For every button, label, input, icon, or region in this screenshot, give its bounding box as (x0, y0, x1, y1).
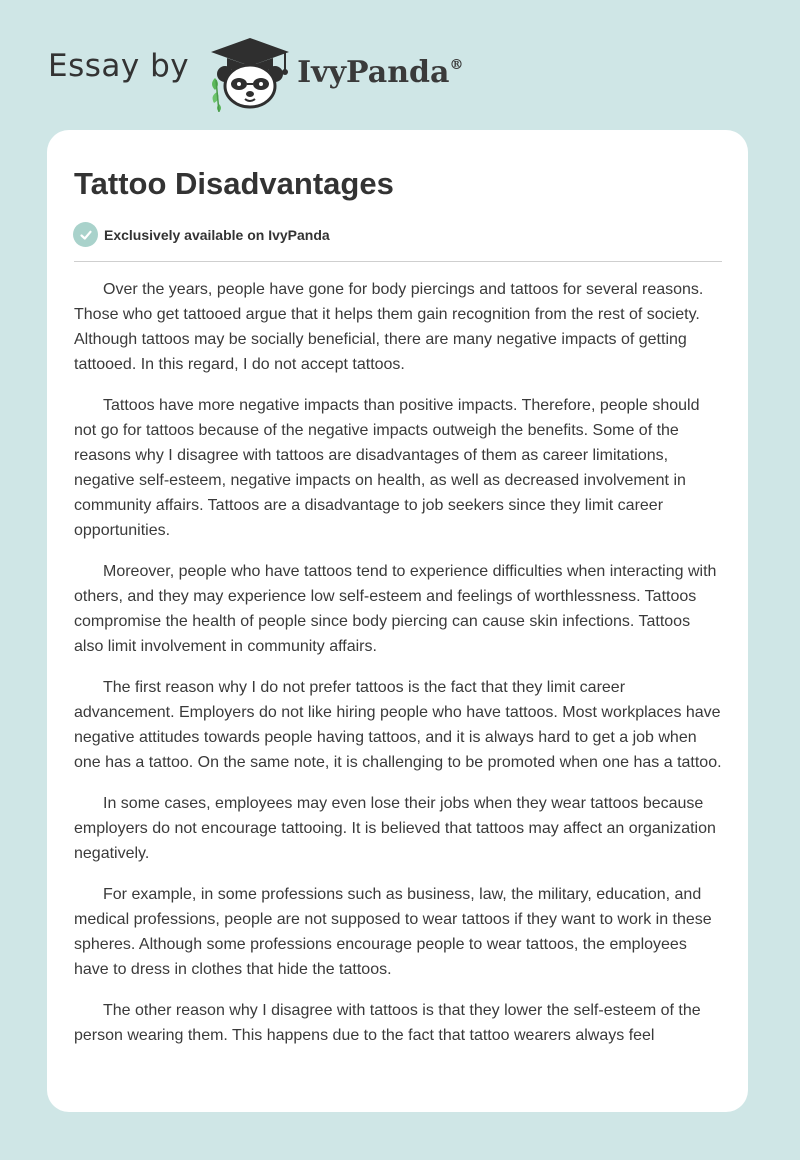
site-header (48, 34, 463, 114)
paragraph: Tattoos have more negative impacts than positive impacts. Therefore, people should not go for tattoos because of the negative impacts outweigh the benefits. Some of the reasons why I disagree with tattoos are disadvantages of them as career limitations, negative self-esteem, negative impacts on health, as well as decreased involvement in community affairs. Tattoos are a disadvantage to job seekers since they limit career opportunities. (74, 397, 700, 539)
ivypanda-logo[interactable] (205, 36, 295, 112)
paragraph: The first reason why I do not prefer tattoos is the fact that they limit career advancement. Employers do not like hiring people who have tattoos. Most workplaces have negative attitudes towards people having tattoos, and it is always hard to get a job when one has a tattoo. On the same note, it is challenging to be promoted when one has a tattoo. (74, 679, 722, 771)
essay-card (47, 130, 748, 1112)
essay-body (74, 277, 722, 1064)
divider (74, 261, 722, 262)
essay-by-label: Essay by (48, 48, 190, 84)
panda-mascot-icon (205, 36, 295, 112)
check-icon (73, 222, 98, 247)
exclusive-badge (73, 222, 330, 247)
exclusive-label: Exclusively available on IvyPanda (104, 226, 330, 243)
paragraph: In some cases, employees may even lose their jobs when they wear tattoos because employers do not encourage tattooing. It is believed that tattoos may affect an organization negatively. (74, 795, 716, 862)
page-title: Tattoo Disadvantages (74, 166, 394, 201)
paragraph: For example, in some professions such as business, law, the military, education, and medical professions, people are not supposed to wear tattoos if they want to work in these spheres. Although some professions encourage people to wear tattoos, the employees have to dress in clothes that hide the tattoos. (74, 886, 712, 978)
brand-name[interactable]: IvyPanda® (297, 54, 464, 90)
paragraph: Over the years, people have gone for body piercings and tattoos for several reasons. Those who get tattooed argue that it helps them gain recognition from the rest of society. Although tattoos may be socially beneficial, there are many negative impacts of getting tattooed. In this regard, I do not accept tattoos. (74, 281, 704, 373)
paragraph: The other reason why I disagree with tattoos is that they lower the self-esteem of the person wearing them. This happens due to the fact that tattoo wearers always feel (74, 1002, 701, 1044)
registered-mark: ® (449, 56, 464, 73)
paragraph: Moreover, people who have tattoos tend to experience difficulties when interacting with others, and they may experience low self-esteem and feelings of worthlessness. Tattoos compromise the health of people since body piercing can cause skin infections. Tattoos also limit involvement in community affairs. (74, 563, 717, 655)
